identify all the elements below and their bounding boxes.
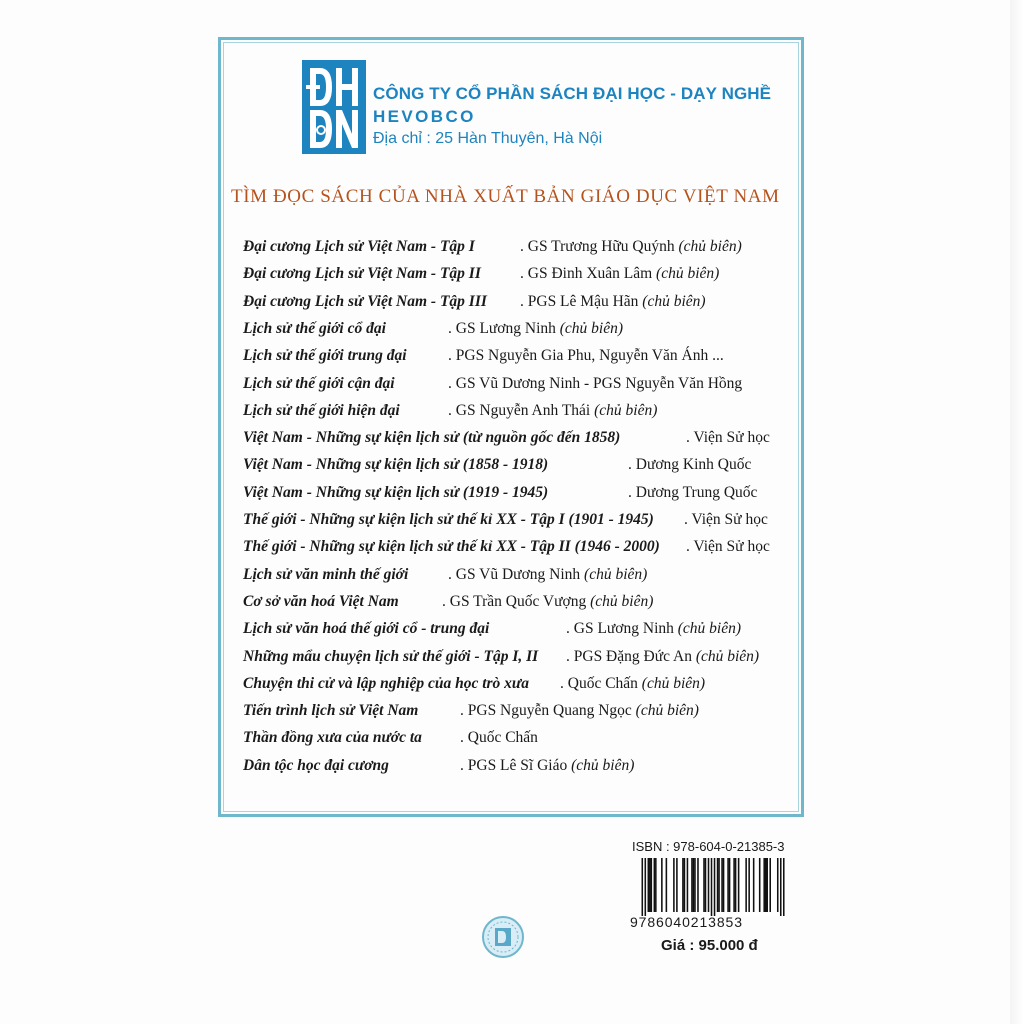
book-author-role: (chủ biên) [580,566,648,583]
book-author-role: (chủ biên) [590,402,658,419]
publisher-brand-name: HEVOBCO [373,107,476,126]
isbn-label: ISBN : 978-604-0-21385-3 [632,839,785,854]
book-title: Tiến trình lịch sử Việt Nam [243,702,419,719]
publisher-address: Địa chỉ : 25 Hàn Thuyên, Hà Nội [373,130,603,147]
book-author [684,511,768,529]
book-title: Thần đồng xưa của nước ta [243,729,422,746]
book-author [566,620,741,638]
book-author-name: . GS Đinh Xuân Lâm [520,265,653,282]
barcode-bar [676,858,678,912]
book-title: Lịch sử văn minh thế giới [243,566,409,583]
barcode-bar [684,858,686,912]
barcode-bar [703,858,705,912]
barcode-bar [769,858,771,912]
book-author [520,238,742,256]
book-author-name: . GS Nguyễn Anh Thái [448,402,591,419]
book-author [460,702,699,720]
book-author-role: (chủ biên) [691,648,760,665]
book-author-role: (chủ biên) [555,320,624,337]
book-author [520,293,706,311]
book-author-role: (chủ biên) [586,593,654,610]
price-label: Giá : 95.000 đ [661,937,758,954]
barcode-bar [666,858,668,912]
book-author [448,566,647,584]
barcode-bar [780,858,782,916]
book-author-name: . PGS Nguyễn Quang Ngọc [460,702,632,719]
barcode-bar [687,858,689,912]
book-title: Đại cương Lịch sử Việt Nam - Tập II [243,265,481,282]
barcode-bar [708,858,710,912]
book-author-name: . PGS Lê Sĩ Giáo [460,757,568,774]
book-author-name: . Dương Trung Quốc [628,484,758,501]
book-author-name: . Viện Sử học [684,511,768,528]
barcode-bar [745,858,747,912]
book-author [448,320,623,338]
book-author [520,265,719,283]
barcode-bar [759,858,761,912]
book-author-name: . GS Lương Ninh [448,320,556,337]
book-title: Việt Nam - Những sự kiện lịch sử (từ nguồn gốc đến 1858) [243,429,621,446]
book-title: Dân tộc học đại cương [243,757,389,774]
barcode-digits: 9786040213853 [630,914,743,930]
book-author-role: (chủ biên) [567,757,635,774]
book-title: Cơ sở văn hoá Việt Nam [243,593,399,610]
barcode-bar [693,858,695,912]
book-author-role: (chủ biên) [638,293,706,310]
book-author-name: . Viện Sử học [686,429,770,446]
book-author-name: . Quốc Chấn [460,729,538,746]
book-author-name: . Viện Sử học [686,538,770,555]
publisher-company-name: CÔNG TY CỔ PHẦN SÁCH ĐẠI HỌC - DẠY NGHỀ [373,84,772,103]
book-author-name: . GS Vũ Dương Ninh - PGS Nguyễn Văn Hồng [448,375,743,392]
book-author [566,648,759,666]
barcode-bar [735,858,737,912]
book-author-name: . GS Trần Quốc Vượng [442,593,587,610]
book-author-name: . PGS Nguyễn Gia Phu, Nguyễn Văn Ánh ... [448,347,724,364]
book-author [560,675,705,693]
barcode-bar [642,858,644,916]
barcode-bar [733,858,735,912]
barcode-bar [651,858,653,912]
barcode-bar [763,858,765,912]
barcode-bar [711,858,713,916]
book-author-name: . Quốc Chấn [560,675,638,692]
barcode-bar [673,858,675,912]
book-author [442,593,653,611]
book-title: Lịch sử thế giới trung đại [243,347,407,364]
barcode-bar [727,858,729,912]
barcode-bar [718,858,720,912]
barcode-bar [691,858,693,912]
barcode-bar [753,858,755,912]
book-author [460,757,634,775]
book-title: Lịch sử văn hoá thế giới cổ - trung đại [243,620,490,637]
book-author-name: . PGS Đặng Đức An [566,648,692,665]
book-author [448,402,657,420]
book-title: Lịch sử thế giới cận đại [243,375,395,392]
barcode-bar [654,858,656,912]
book-author-role: (chủ biên) [652,265,720,282]
book-author-role: (chủ biên) [674,238,742,255]
booklist-heading: TÌM ĐỌC SÁCH CỦA NHÀ XUẤT BẢN GIÁO DỤC VIỆT NAM [231,186,780,207]
barcode-bar [645,858,647,916]
book-author-name: . GS Lương Ninh [566,620,674,637]
book-title: Lịch sử thế giới cổ đại [243,320,386,337]
barcode-bar [649,858,651,912]
book-title: Việt Nam - Những sự kiện lịch sử (1858 - 1918) [243,456,549,473]
barcode-bar [697,858,699,912]
book-author-name: . GS Trương Hữu Quýnh [520,238,675,255]
book-author [628,456,751,474]
book-author-role: (chủ biên) [637,675,706,692]
barcode-bar [694,858,696,912]
book-author [686,538,770,556]
barcode-bar [723,858,725,912]
book-author-name: . PGS Lê Mậu Hãn [520,293,639,310]
book-title: Đại cương Lịch sử Việt Nam - Tập III [243,293,487,310]
book-title: Lịch sử thế giới hiện đại [243,402,400,419]
barcode-bar [721,858,723,912]
barcode-bar [738,858,740,912]
book-author-role: (chủ biên) [673,620,742,637]
barcode-bar [717,858,719,912]
barcode-bar [714,858,716,916]
barcode-bar [661,858,663,912]
barcode-bar [682,858,684,912]
book-author [628,484,757,502]
book-author-name: . Dương Kinh Quốc [628,456,752,473]
barcode-bar [783,858,785,916]
barcode-bar [777,858,779,912]
isbn-barcode [640,858,786,916]
book-title: Thế giới - Những sự kiện lịch sử thế kỉ XX - Tập II (1946 - 2000) [243,538,660,555]
book-author [686,429,770,447]
book-title: Đại cương Lịch sử Việt Nam - Tập I [243,238,475,255]
barcode-bar [705,858,707,912]
barcode-bar [765,858,767,912]
publisher-seal-stamp [481,915,525,959]
barcode-bar [766,858,768,912]
book-author [448,375,742,393]
book-author-role: (chủ biên) [631,702,699,719]
barcode-bar [748,858,750,912]
barcode-bar [648,858,650,912]
barcode-bar [655,858,657,912]
book-author [460,729,538,747]
book-author [448,347,724,365]
barcode-bar [729,858,731,912]
book-title: Những mẩu chuyện lịch sử thế giới - Tập I, II [243,648,539,665]
book-author-name: . GS Vũ Dương Ninh [448,566,581,583]
book-title: Thế giới - Những sự kiện lịch sử thế kỉ XX - Tập I (1901 - 1945) [243,511,654,528]
book-title: Chuyện thi cử và lập nghiệp của học trò xưa [243,675,529,692]
book-title: Việt Nam - Những sự kiện lịch sử (1919 - 1945) [243,484,549,501]
